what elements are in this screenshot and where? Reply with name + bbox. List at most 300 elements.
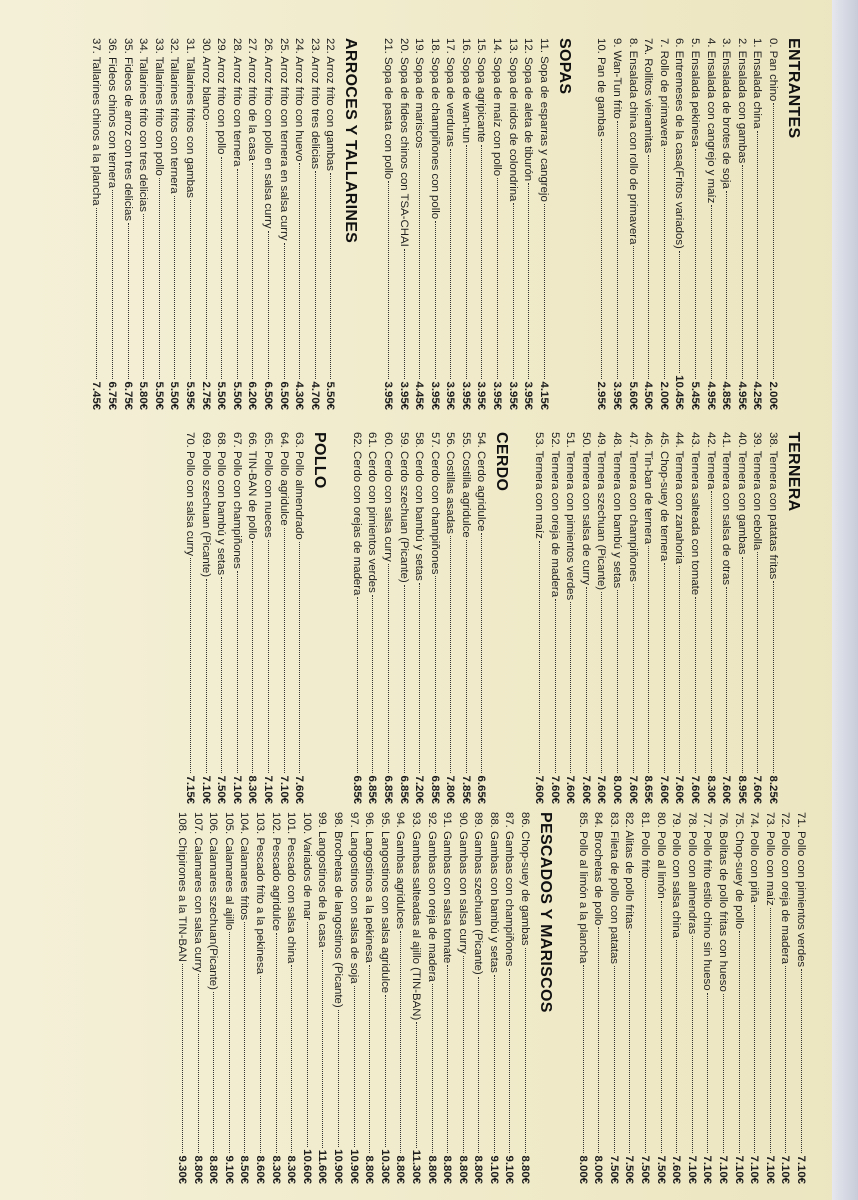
menu-item-name: 5. Ensalada pekinesa	[689, 38, 702, 147]
menu-item	[652, 812, 668, 1184]
menu-item-name: 28. Arroz frito con ternera	[230, 38, 243, 167]
dot-leader	[369, 965, 370, 1154]
menu-item-name: 40. Ternera con gambas	[735, 432, 748, 555]
menu-item-price: 7.60€	[579, 775, 592, 804]
menu-item-price: 3.95€	[506, 381, 519, 410]
menu-item-price: 4.50€	[642, 381, 655, 410]
menu-item	[220, 812, 236, 1184]
menu-item-price: 2.00€	[657, 381, 670, 410]
menu-item	[764, 432, 780, 804]
menu-item-name: 9. Wan-Tun frito	[611, 38, 624, 119]
menu-item	[454, 812, 470, 1184]
menu-item	[546, 432, 562, 804]
menu-column-3	[173, 812, 808, 1184]
menu-item-price: 8.80€	[363, 1155, 376, 1184]
menu-item-name: 47. Ternera con champiñones	[626, 432, 639, 582]
menu-item	[244, 38, 260, 410]
menu-item-name: 11. Sopa de esparras y cangrejo	[537, 38, 550, 202]
dot-leader	[221, 157, 222, 380]
menu-item-name: 98. Brochetas de langostinos (Picante)	[331, 812, 344, 1008]
menu-item-name: 95. Langostinos con salsa agridulce	[378, 812, 391, 994]
menu-item	[686, 38, 702, 410]
menu-item	[590, 812, 606, 1184]
menu-item	[259, 38, 275, 410]
menu-item	[636, 812, 652, 1184]
section-gap	[579, 38, 593, 410]
menu-item-name: 104. Calamares fritos	[238, 812, 251, 921]
menu-item-price: 8.80€	[394, 1155, 407, 1184]
menu-item	[379, 38, 395, 410]
menu-item	[197, 38, 213, 410]
menu-column-2	[181, 432, 808, 804]
menu-item	[605, 812, 621, 1184]
menu-item	[749, 38, 765, 410]
menu-item-price: 10.45€	[673, 375, 686, 410]
menu-item	[640, 432, 656, 804]
dot-leader	[419, 150, 420, 379]
menu-item	[88, 38, 104, 410]
menu-item-price: 7.45€	[90, 381, 103, 410]
dot-leader	[229, 932, 230, 1153]
menu-item-price: 7.60€	[689, 775, 702, 804]
dot-leader	[695, 597, 696, 773]
section-title: SOPAS	[555, 38, 573, 95]
menu-item	[668, 812, 684, 1184]
menu-item-price: 7.10€	[763, 1155, 776, 1184]
dot-leader	[330, 173, 331, 380]
menu-item-name: 85. Pollo al limón a la plancha	[576, 812, 589, 964]
menu-item-price: 7.60€	[548, 775, 561, 804]
menu-item-name: 43. Ternera salteada con tomate	[689, 432, 702, 596]
dot-leader	[723, 994, 724, 1154]
dot-leader	[206, 579, 207, 773]
menu-item-price: 6.75€	[106, 381, 119, 410]
dot-leader	[586, 587, 587, 773]
dot-leader	[785, 966, 786, 1154]
page-edge	[832, 0, 858, 1200]
menu-item-price: 3.95€	[611, 381, 624, 410]
menu-item	[426, 38, 442, 410]
menu-item	[761, 812, 777, 1184]
menu-item-name: 59. Cerdo szechuan (Picante)	[397, 432, 410, 583]
menu-item-name: 63. Pollo almendrado	[293, 432, 306, 540]
menu-item-price: 10.60€	[300, 1149, 313, 1184]
menu-item	[345, 812, 361, 1184]
menu-item-name: 75. Chop-suey de pollo	[732, 812, 745, 930]
menu-item-price: 4.95€	[704, 381, 717, 410]
menu-item	[259, 432, 275, 804]
menu-item	[411, 38, 427, 410]
menu-item-price: 5.50€	[215, 381, 228, 410]
dot-leader	[676, 940, 677, 1153]
menu-item-price: 7.10€	[230, 775, 243, 804]
menu-item-name: 87. Gambas con champiñones	[503, 812, 516, 967]
menu-item-name: 30. Arroz blanco	[199, 38, 212, 121]
menu-item-name: 18. Sopa de champiñones con pollo	[428, 38, 441, 220]
menu-item-name: 56. Costillas asadas	[444, 432, 457, 534]
menu-item-name: 105. Calamares al ajillo	[222, 812, 235, 931]
menu-item	[189, 812, 205, 1184]
menu-item-name: 76. Bolitas de pollo fritas con hueso	[717, 812, 730, 992]
menu-item-price: 5.50€	[324, 381, 337, 410]
menu-item-price: 8.80€	[472, 1155, 485, 1184]
menu-item-name: 45. Chop-suey de ternera	[657, 432, 670, 562]
menu-item	[423, 812, 439, 1184]
dot-leader	[315, 171, 316, 379]
menu-item-name: 94. Gambas agridulces	[394, 812, 407, 930]
menu-item	[702, 38, 718, 410]
menu-item-price: 6.85€	[428, 775, 441, 804]
menu-item-name: 12. Sopa de aleta de tiburón	[522, 38, 535, 182]
menu-item-price: 9.10€	[503, 1155, 516, 1184]
menu-item-name: 34. Tallarines frito con tres delicias	[137, 38, 150, 212]
menu-item	[135, 38, 151, 410]
dot-leader	[174, 196, 175, 380]
menu-item-name: 32. Tallarines fritos con ternera	[168, 38, 181, 194]
menu-item	[718, 432, 734, 804]
menu-item-name: 14. Sopa de maíz con pollo	[491, 38, 504, 177]
dot-leader	[416, 1022, 417, 1148]
menu-item-price: 8.80€	[191, 1155, 204, 1184]
menu-item-name: 31. Tallarines fritos con gambas	[184, 38, 196, 198]
dot-leader	[463, 956, 464, 1154]
menu-item-name: 2. Ensalada con gambas	[735, 38, 748, 164]
menu-item-price: 8.65€	[642, 775, 655, 804]
menu-item-price: 11.30€	[409, 1149, 422, 1184]
menu-item-price: 7.10€	[261, 775, 274, 804]
menu-item	[535, 38, 551, 410]
menu-item-name: 1. Ensalada china	[751, 38, 764, 129]
dot-leader	[482, 145, 483, 380]
menu-item	[655, 38, 671, 410]
menu-item-name: 49. Ternera szechuan (Picante)	[595, 432, 608, 591]
menu-item	[213, 38, 229, 410]
menu-item	[236, 812, 252, 1184]
menu-item-name: 23. Arroz frito tres delicias	[308, 38, 321, 170]
dot-leader	[742, 557, 743, 774]
dot-leader	[213, 992, 214, 1154]
dot-leader	[291, 965, 292, 1153]
dot-leader	[739, 931, 740, 1153]
dot-leader	[583, 965, 584, 1153]
menu-item	[181, 432, 197, 804]
dot-leader	[497, 178, 498, 379]
menu-item	[517, 812, 533, 1184]
section-gap	[560, 812, 574, 1184]
dot-leader	[601, 592, 602, 773]
menu-item-price: 7.60€	[595, 775, 608, 804]
menu-item-price: 4.70€	[308, 381, 321, 410]
dot-leader	[629, 931, 630, 1153]
menu-item-price: 7.60€	[657, 775, 670, 804]
menu-item	[213, 432, 229, 804]
menu-item-name: 60. Cerdo con salsa curry	[381, 432, 394, 562]
menu-item-price: 8.80€	[207, 1155, 220, 1184]
menu-item-price: 5.60€	[626, 381, 639, 410]
menu-item-price: 10.90€	[347, 1149, 360, 1184]
dot-leader	[159, 178, 160, 380]
menu-item	[291, 432, 307, 804]
dot-leader	[432, 984, 433, 1154]
menu-item-name: 36. Fideos chinos con ternera	[106, 38, 119, 189]
menu-item	[624, 432, 640, 804]
menu-item-price: 6.65€	[475, 775, 488, 804]
menu-item-name: 73. Pollo con maíz	[763, 812, 776, 906]
menu-item-price: 6.85€	[350, 775, 363, 804]
menu-item-price: 7.60€	[751, 775, 764, 804]
menu-item-price: 8.80€	[456, 1155, 469, 1184]
menu-item-name: 10. Pan de gambas	[595, 38, 608, 137]
menu-item-name: 67. Pollo con champiñones	[230, 432, 243, 569]
menu-item-name: 100. Variados de mar	[300, 812, 313, 921]
menu-item	[485, 812, 501, 1184]
menu-item-price: 6.85€	[366, 775, 379, 804]
dot-leader	[648, 546, 649, 773]
menu-item-price: 7.60€	[670, 1155, 683, 1184]
menu-item-name: 3. Ensalada de brotes de soja	[720, 38, 733, 189]
dot-leader	[450, 536, 451, 774]
dot-leader	[404, 585, 405, 774]
menu-item	[395, 38, 411, 410]
dot-leader	[601, 139, 602, 380]
menu-item-name: 19. Sopa de mariscos	[413, 38, 426, 149]
menu-item-name: 7A. Rollitos vienamitas	[642, 38, 655, 154]
dot-leader	[400, 931, 401, 1153]
menu-item	[275, 432, 291, 804]
menu-item	[275, 38, 291, 410]
menu-item	[364, 432, 380, 804]
menu-item-price: 7.80€	[444, 775, 457, 804]
menu-item	[205, 812, 221, 1184]
dot-leader	[112, 190, 113, 379]
menu-item	[119, 38, 135, 410]
menu-column-1	[88, 38, 808, 410]
menu-item-price: 5.50€	[152, 381, 165, 410]
dot-leader	[711, 205, 712, 379]
menu-item	[322, 38, 338, 410]
menu-item-name: 92. Gambas con oreja de madera	[425, 812, 438, 982]
menu-item	[470, 812, 486, 1184]
menu-item-name: 89. Gambas szechuan (Picante)	[472, 812, 485, 975]
dot-leader	[198, 974, 199, 1153]
menu-item-price: 8.80€	[425, 1155, 438, 1184]
menu-item-name: 97. Langostinos con salsa de soja	[347, 812, 360, 984]
menu-item	[150, 38, 166, 410]
dot-leader	[648, 155, 649, 379]
menu-item-price: 7.50€	[639, 1155, 652, 1184]
menu-item-name: 71. Pollo con pimientos verdes	[795, 812, 807, 968]
menu-item-name: 84. Brochetas de pollo	[592, 812, 605, 926]
menu-item-price: 7.10€	[732, 1155, 745, 1184]
dot-leader	[322, 950, 323, 1148]
menu-item-name: 26. Arroz frito con pollo en salsa curry	[261, 38, 274, 229]
dot-leader	[252, 163, 253, 380]
menu-item-price: 3.95€	[522, 381, 535, 410]
menu-item	[714, 812, 730, 1184]
menu-item	[621, 812, 637, 1184]
menu-item-price: 6.20€	[246, 381, 259, 410]
menu-item-name: 35. Fideos de arroz con tres delicias	[121, 38, 134, 221]
menu-item-name: 62. Cerdo con orejas de madera	[350, 432, 363, 596]
menu-item	[764, 38, 780, 410]
menu-item-price: 8.00€	[592, 1155, 605, 1184]
dot-leader	[419, 583, 420, 774]
dot-leader	[338, 1010, 339, 1148]
dot-leader	[268, 540, 269, 774]
section-title: ARROCES Y TALLARINES	[342, 38, 360, 244]
dot-leader	[679, 566, 680, 773]
dot-leader	[206, 122, 207, 379]
dot-leader	[645, 880, 646, 1153]
menu-item-name: 42. Ternera	[704, 432, 717, 490]
menu-item	[501, 812, 517, 1184]
section-title: ENTRANTES	[785, 38, 802, 139]
section-title: PESCADOS Y MARISCOS	[537, 812, 555, 1013]
menu-item-price: 6.75€	[121, 381, 134, 410]
menu-item-name: 48. Ternera con bambú y setas	[611, 432, 624, 589]
menu-item	[683, 812, 699, 1184]
dot-leader	[182, 964, 183, 1154]
menu-item-name: 13. Sopa de nidos de colondrina	[506, 38, 519, 202]
dot-leader	[388, 564, 389, 774]
dot-leader	[510, 969, 511, 1154]
dot-leader	[539, 541, 540, 774]
menu-item	[777, 812, 793, 1184]
menu-item-name: 15. Sopa agripicante	[475, 38, 488, 143]
menu-item-name: 51. Ternera con pimientos verdes	[564, 432, 577, 601]
menu-item	[361, 812, 377, 1184]
menu-item	[671, 432, 687, 804]
menu-item	[655, 432, 671, 804]
menu-item-price: 7.50€	[607, 1155, 620, 1184]
dot-leader	[190, 200, 191, 380]
menu-item-name: 16. Sopa de wan-tun	[459, 38, 472, 144]
dot-leader	[252, 541, 253, 773]
menu-item-price: 6.50€	[277, 381, 290, 410]
menu-item-name: 107. Calamares con salsa curry	[191, 812, 204, 973]
menu-item	[426, 432, 442, 804]
menu-item-name: 46. Tin-ban de ternera	[642, 432, 655, 545]
menu-item-name: 52. Ternera con oreja de madera	[548, 432, 561, 598]
menu-item	[577, 432, 593, 804]
menu-item-price: 7.60€	[626, 775, 639, 804]
menu-item-name: 81. Pollo frito	[639, 812, 652, 879]
menu-item	[457, 432, 473, 804]
section-title: TERNERA	[785, 432, 802, 512]
dot-leader	[544, 204, 545, 380]
dot-leader	[513, 203, 514, 379]
menu-item-price: 7.10€	[685, 1155, 698, 1184]
menu-item-name: 8. Ensalada china con rollo de primavera	[626, 38, 639, 245]
menu-item-name: 83. Fileta de pollo con patatas	[607, 812, 620, 964]
menu-item-name: 61. Cerdo con pimientos verdes	[366, 432, 379, 593]
menu-item-price: 8.00€	[611, 775, 624, 804]
menu-item-name: 44. Ternera con zanahoria	[673, 432, 686, 565]
menu-item-price: 5.45€	[689, 381, 702, 410]
menu-item-price: 7.60€	[720, 775, 733, 804]
menu-item	[473, 432, 489, 804]
menu-item	[197, 432, 213, 804]
dot-leader	[260, 976, 261, 1153]
menu-item-name: 86. Chop-suey de gambas	[519, 812, 532, 946]
menu-item-name: 68. Pollo con bambú y setas	[215, 432, 228, 576]
menu-item-price: 3.95€	[428, 381, 441, 410]
dot-leader	[190, 558, 191, 773]
menu-item	[593, 432, 609, 804]
dot-leader	[307, 922, 308, 1147]
dot-leader	[757, 552, 758, 773]
menu-item-name: 29. Arroz frito con pollo	[215, 38, 228, 155]
dot-leader	[388, 181, 389, 379]
menu-item-name: 20. Sopa de fideos chinos con TSA-CHAI	[397, 38, 410, 247]
menu-item	[407, 812, 423, 1184]
menu-item-price: 7.60€	[293, 775, 306, 804]
menu-item	[718, 38, 734, 410]
dot-leader	[385, 995, 386, 1147]
menu-item-price: 7.50€	[623, 1155, 636, 1184]
dot-leader	[435, 576, 436, 773]
section-gap	[517, 432, 531, 804]
menu-item	[457, 38, 473, 410]
menu-item-price: 9.30€	[176, 1155, 189, 1184]
menu-item	[267, 812, 283, 1184]
menu-item-price: 3.95€	[397, 381, 410, 410]
menu-item	[298, 812, 314, 1184]
dot-leader	[299, 163, 300, 379]
menu-item-price: 9.10€	[487, 1155, 500, 1184]
menu-item-price: 4.45€	[413, 381, 426, 410]
menu-item	[291, 38, 307, 410]
dot-leader	[633, 584, 634, 774]
menu-item-price: 6.85€	[381, 775, 394, 804]
menu-item	[173, 812, 189, 1184]
menu-item	[314, 812, 330, 1184]
menu-item	[574, 812, 590, 1184]
dot-leader	[528, 183, 529, 379]
menu-item-name: 106. Calamares szechuan(Picante)	[207, 812, 220, 990]
menu-item	[379, 432, 395, 804]
menu-item-price: 7.20€	[413, 775, 426, 804]
menu-item-price: 7.10€	[701, 1155, 714, 1184]
dot-leader	[801, 969, 802, 1153]
menu-item	[702, 432, 718, 804]
dot-leader	[679, 251, 680, 373]
menu-item-name: 69. Pollo szechuan (Picante)	[199, 432, 212, 577]
menu-item	[624, 38, 640, 410]
menu-item-price: 7.10€	[717, 1155, 730, 1184]
menu-item-name: 80. Pollo al limón	[654, 812, 667, 899]
menu-item-price: 8.30€	[285, 1155, 298, 1184]
menu-item-price: 8.50€	[238, 1155, 251, 1184]
menu-item-price: 4.85€	[720, 381, 733, 410]
dot-leader	[494, 975, 495, 1154]
menu-item-price: 4.30€	[293, 381, 306, 410]
menu-item-name: 37. Tallarines chinos a la plancha	[90, 38, 103, 206]
dot-leader	[284, 528, 285, 774]
menu-item-price: 2.00€	[767, 381, 779, 410]
menu-item	[749, 432, 765, 804]
dot-leader	[598, 927, 599, 1153]
dot-leader	[773, 103, 774, 379]
dot-leader	[466, 145, 467, 379]
dot-leader	[435, 221, 436, 379]
menu-item-price: 7.50€	[215, 775, 228, 804]
dot-leader	[237, 571, 238, 774]
menu-item	[608, 38, 624, 410]
menu-item	[473, 38, 489, 410]
menu-item-price: 7.10€	[199, 775, 212, 804]
menu-item-price: 5.80€	[137, 381, 150, 410]
